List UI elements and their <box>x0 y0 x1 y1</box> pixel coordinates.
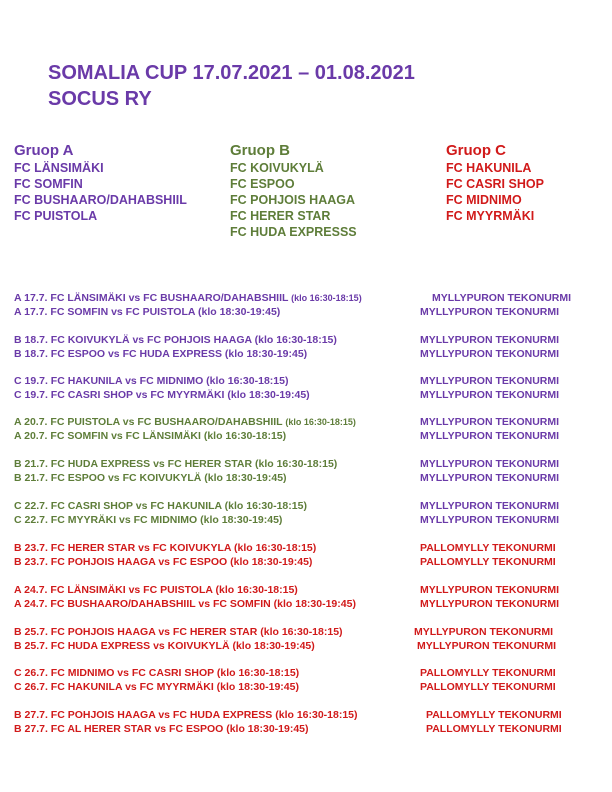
match-date: 20.7. <box>24 430 48 442</box>
group-team: FC HUDA EXPRESSS <box>230 225 357 239</box>
match-date: 21.7. <box>24 472 48 484</box>
match-time: (klo 16:30-18:15) <box>291 293 362 303</box>
match-date: 18.7. <box>24 348 48 360</box>
match-teams: FC POHJOIS HAAGA vs FC ESPOO <box>50 556 228 568</box>
match-text <box>14 626 343 638</box>
match-date: 25.7. <box>24 626 48 638</box>
match-text <box>14 598 356 610</box>
match-venue: PALLOMYLLY TEKONURMI <box>426 709 562 721</box>
match-time: (klo 18:30-19:45) <box>232 640 315 652</box>
match-venue: MYLLYPURON TEKONURMI <box>414 626 554 638</box>
match-group: B <box>14 626 22 638</box>
match-row <box>14 514 598 528</box>
match-time: (klo 16:30-18:15) <box>206 375 289 387</box>
match-group: C <box>14 514 22 526</box>
match-row <box>14 375 598 389</box>
match-time: (klo 16:30-18:15) <box>224 500 307 512</box>
group-team: FC KOIVUKYLÄ <box>230 161 324 175</box>
match-row <box>14 556 598 570</box>
group-team: FC HERER STAR <box>230 209 331 223</box>
match-row <box>14 542 598 556</box>
match-text <box>14 334 337 346</box>
match-time: (klo 16:30-18:15) <box>233 542 317 554</box>
match-group: C <box>14 389 22 401</box>
match-venue: MYLLYPURON TEKONURMI <box>420 598 560 610</box>
page-title: SOMALIA CUP 17.07.2021 – 01.08.2021 <box>48 62 415 84</box>
match-date: 24.7. <box>24 584 48 596</box>
match-text <box>14 640 315 652</box>
match-group: C <box>14 375 22 387</box>
match-time: (klo 16:30-18:15) <box>216 667 300 679</box>
match-row <box>14 292 598 306</box>
match-venue: MYLLYPURON TEKONURMI <box>420 472 560 484</box>
group-team: FC SOMFIN <box>14 177 83 191</box>
match-teams: FC HUDA EXPRESS vs FC HERER STAR <box>50 458 253 470</box>
group-team: FC CASRI SHOP <box>446 177 544 191</box>
match-row <box>14 709 598 723</box>
group-team: FC MIDNIMO <box>446 193 522 207</box>
match-row <box>14 348 598 362</box>
match-row <box>14 667 598 681</box>
match-venue: PALLOMYLLY TEKONURMI <box>426 723 562 735</box>
match-text <box>14 681 299 693</box>
match-text <box>14 458 337 470</box>
match-row <box>14 626 598 640</box>
match-time: (klo 18:30-19:45) <box>200 514 283 526</box>
match-venue: PALLOMYLLY TEKONURMI <box>420 667 556 679</box>
match-venue: MYLLYPURON TEKONURMI <box>432 292 572 304</box>
group-a <box>14 142 187 224</box>
match-text <box>14 306 280 318</box>
match-teams: FC MYYRÄKI vs FC MIDNIMO <box>50 514 198 526</box>
match-teams: FC SOMFIN vs FC PUISTOLA <box>50 306 196 318</box>
match-row <box>14 472 598 486</box>
match-text <box>14 472 287 484</box>
match-time: (klo 18:30-19:45) <box>204 472 287 484</box>
match-teams: FC CASRI SHOP vs FC HAKUNILA <box>50 500 222 512</box>
match-group: A <box>14 292 22 304</box>
match-text <box>14 584 298 596</box>
match-text <box>14 723 309 735</box>
group-team: FC HAKUNILA <box>446 161 532 175</box>
match-venue: MYLLYPURON TEKONURMI <box>420 500 560 512</box>
group-team: FC ESPOO <box>230 177 295 191</box>
match-group: B <box>14 334 22 346</box>
group-c <box>446 142 544 224</box>
match-venue: MYLLYPURON TEKONURMI <box>420 584 560 596</box>
match-row <box>14 416 598 430</box>
match-group: B <box>14 709 22 721</box>
match-teams: FC BUSHAARO/DAHABSHIIL vs FC SOMFIN <box>50 598 271 610</box>
match-group: B <box>14 723 22 735</box>
match-row <box>14 389 598 403</box>
match-venue: MYLLYPURON TEKONURMI <box>420 334 560 346</box>
match-teams: FC SOMFIN vs FC LÄNSIMÄKI <box>50 430 201 442</box>
match-venue: PALLOMYLLY TEKONURMI <box>420 681 556 693</box>
match-teams: FC LÄNSIMÄKI vs FC PUISTOLA <box>50 584 213 596</box>
match-row <box>14 723 598 737</box>
match-group: B <box>14 458 22 470</box>
match-group: A <box>14 598 22 610</box>
match-venue: MYLLYPURON TEKONURMI <box>420 416 560 428</box>
group-team: FC MYYRMÄKI <box>446 209 535 223</box>
match-teams: FC HAKUNILA vs FC MIDNIMO <box>50 375 204 387</box>
match-date: 26.7. <box>24 667 48 679</box>
match-venue: PALLOMYLLY TEKONURMI <box>420 542 556 554</box>
match-teams: FC ESPOO vs FC KOIVUKYLÄ <box>50 472 202 484</box>
match-date: 21.7. <box>24 458 48 470</box>
match-time: (klo 18:30-19:45) <box>273 598 356 610</box>
match-text <box>14 709 358 721</box>
match-group: B <box>14 472 22 484</box>
match-date: 25.7. <box>24 640 48 652</box>
match-date: 19.7. <box>24 389 48 401</box>
match-row <box>14 598 598 612</box>
match-group: B <box>14 542 22 554</box>
group-title: Gruop A <box>14 142 74 159</box>
match-venue: MYLLYPURON TEKONURMI <box>420 430 560 442</box>
match-time: (klo 18:30-19:45) <box>230 556 313 568</box>
match-group: A <box>14 416 22 428</box>
match-teams: FC MIDNIMO vs FC CASRI SHOP <box>50 667 214 679</box>
match-group: A <box>14 584 22 596</box>
match-venue: MYLLYPURON TEKONURMI <box>420 375 560 387</box>
match-venue: MYLLYPURON TEKONURMI <box>420 389 560 401</box>
match-text <box>14 375 288 387</box>
match-date: 17.7. <box>24 306 48 318</box>
match-teams: FC HAKUNILA vs FC MYYRMÄKI <box>50 681 214 693</box>
match-venue: MYLLYPURON TEKONURMI <box>420 458 560 470</box>
match-venue: MYLLYPURON TEKONURMI <box>420 306 560 318</box>
match-text <box>14 542 316 554</box>
match-date: 18.7. <box>24 334 48 346</box>
match-time: (klo 16:30-18:15) <box>254 334 337 346</box>
match-row <box>14 681 598 695</box>
match-date: 24.7. <box>24 598 48 610</box>
match-venue: MYLLYPURON TEKONURMI <box>420 348 560 360</box>
match-row <box>14 306 598 320</box>
match-time: (klo 18:30-19:45) <box>198 306 281 318</box>
match-time: (klo 16:30-18:15) <box>285 417 356 427</box>
match-date: 27.7. <box>24 709 48 721</box>
group-team: FC PUISTOLA <box>14 209 98 223</box>
match-venue: MYLLYPURON TEKONURMI <box>417 640 557 652</box>
group-team: FC BUSHAARO/DAHABSHIIL <box>14 193 187 207</box>
match-group: A <box>14 306 22 318</box>
group-team: FC LÄNSIMÄKI <box>14 161 104 175</box>
match-time: (klo 16:30-18:15) <box>260 626 343 638</box>
match-date: 23.7. <box>24 542 48 554</box>
match-row <box>14 500 598 514</box>
match-group: A <box>14 430 22 442</box>
match-time: (klo 16:30-18:15) <box>255 458 338 470</box>
match-teams: FC ESPOO vs FC HUDA EXPRESS <box>50 348 222 360</box>
match-teams: FC HERER STAR vs FC KOIVUKYLA <box>50 542 232 554</box>
match-group: C <box>14 681 22 693</box>
match-teams: FC HUDA EXPRESS vs KOIVUKYLÄ <box>50 640 230 652</box>
match-text <box>14 389 310 401</box>
match-row <box>14 458 598 472</box>
match-teams: FC PUISTOLA vs FC BUSHAARO/DAHABSHIIL <box>50 416 283 428</box>
match-time: (klo 18:30-19:45) <box>216 681 299 693</box>
match-date: 20.7. <box>24 416 48 428</box>
match-teams: FC LÄNSIMÄKI vs FC BUSHAARO/DAHABSHIIL <box>50 292 289 304</box>
match-date: 27.7. <box>24 723 48 735</box>
match-date: 17.7. <box>24 292 48 304</box>
match-venue: MYLLYPURON TEKONURMI <box>420 514 560 526</box>
group-title: Gruop C <box>446 142 506 159</box>
match-text <box>14 416 356 428</box>
match-time: (klo 18:30-19:45) <box>226 723 309 735</box>
match-teams: FC AL HERER STAR vs FC ESPOO <box>50 723 224 735</box>
match-teams: FC CASRI SHOP vs FC MYYRMÄKI <box>50 389 225 401</box>
match-time: (klo 16:30-18:15) <box>203 430 287 442</box>
match-teams: FC POHJOIS HAAGA vs FC HUDA EXPRESS <box>50 709 273 721</box>
group-team: FC POHJOIS HAAGA <box>230 193 356 207</box>
group-b <box>230 142 357 240</box>
match-row <box>14 640 598 654</box>
match-date: 26.7. <box>24 681 48 693</box>
match-time: (klo 18:30-19:45) <box>224 348 308 360</box>
match-group: C <box>14 667 22 679</box>
match-teams: FC POHJOIS HAAGA vs FC HERER STAR <box>50 626 258 638</box>
match-row <box>14 584 598 598</box>
match-row <box>14 334 598 348</box>
match-time: (klo 18:30-19:45) <box>227 389 310 401</box>
match-time: (klo 16:30-18:15) <box>215 584 298 596</box>
match-group: B <box>14 556 22 568</box>
match-text <box>14 430 286 442</box>
match-text <box>14 292 362 304</box>
match-text <box>14 514 282 526</box>
page-subtitle: SOCUS RY <box>48 88 152 110</box>
match-date: 19.7. <box>24 375 48 387</box>
match-text <box>14 348 307 360</box>
match-date: 22.7. <box>24 514 48 526</box>
match-date: 23.7. <box>24 556 48 568</box>
match-venue: PALLOMYLLY TEKONURMI <box>420 556 556 568</box>
match-text <box>14 500 307 512</box>
match-text <box>14 556 312 568</box>
match-date: 22.7. <box>24 500 48 512</box>
match-group: B <box>14 640 22 652</box>
match-row <box>14 430 598 444</box>
match-time: (klo 16:30-18:15) <box>275 709 358 721</box>
match-group: C <box>14 500 22 512</box>
match-group: B <box>14 348 22 360</box>
match-text <box>14 667 299 679</box>
group-title: Gruop B <box>230 142 290 159</box>
match-teams: FC KOIVUKYLÄ vs FC POHJOIS HAAGA <box>50 334 252 346</box>
